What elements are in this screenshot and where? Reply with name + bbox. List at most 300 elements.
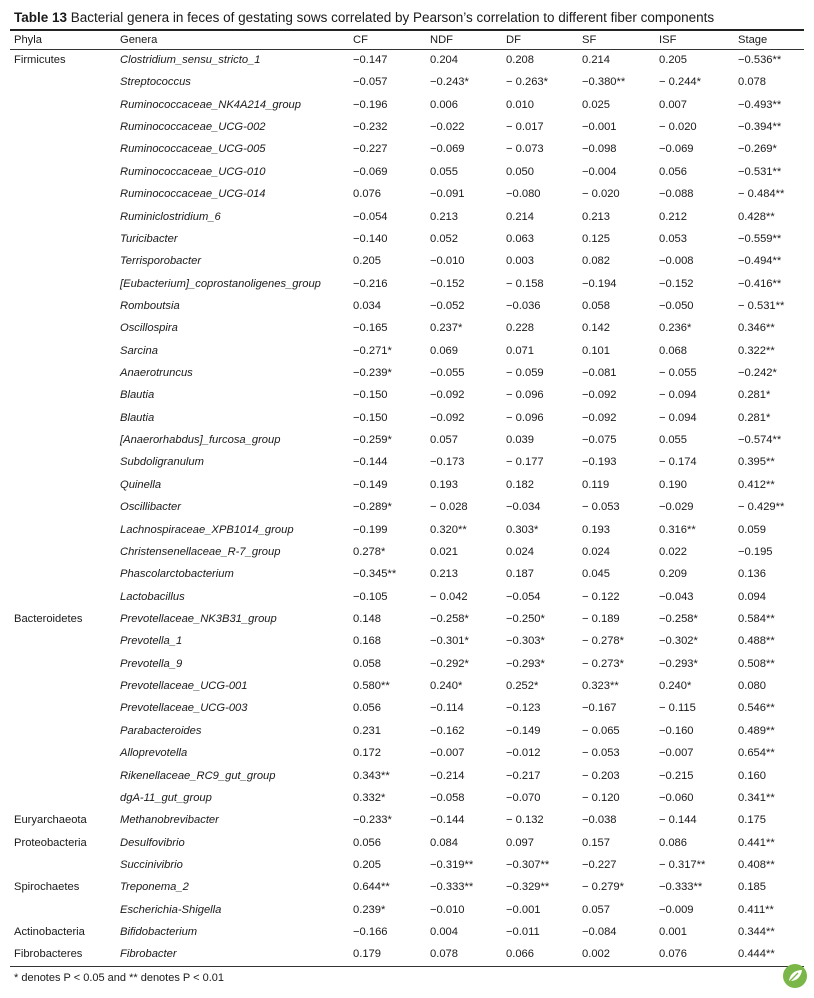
cell-sf: −0.098 — [582, 143, 617, 156]
table-row — [0, 384, 814, 406]
cell-ndf: −0.052 — [430, 299, 465, 312]
cell-stage: 0.444** — [738, 948, 775, 961]
table-row — [0, 474, 814, 496]
cell-stage: −0.536** — [738, 54, 782, 66]
cell-cf: −0.150 — [353, 411, 388, 424]
cell-sf: 0.125 — [582, 232, 610, 245]
cell-genera: Oscillibacter — [120, 501, 181, 514]
cell-stage: −0.531** — [738, 165, 782, 178]
cell-phyla: Firmicutes — [14, 54, 66, 66]
cell-phyla: Fibrobacteres — [14, 948, 83, 961]
cell-stage: 0.584** — [738, 613, 775, 625]
cell-ndf: 0.052 — [430, 232, 458, 245]
cell-stage: 0.412** — [738, 478, 775, 491]
cell-stage: 0.341** — [738, 791, 775, 804]
cell-isf: 0.209 — [659, 568, 687, 581]
cell-stage: 0.346** — [738, 322, 775, 335]
cell-genera: Blautia — [120, 389, 155, 402]
cell-stage: 0.395** — [738, 456, 775, 469]
cell-cf: −0.105 — [353, 590, 388, 603]
table-row — [0, 295, 814, 317]
table-row — [0, 519, 814, 541]
cell-df: 0.214 — [506, 210, 534, 223]
table-footnote: * denotes P < 0.05 and ** denotes P < 0.01 — [14, 972, 224, 984]
header-genera: Genera — [120, 34, 158, 46]
cell-genera: Oscillospira — [120, 322, 178, 335]
cell-genera: dgA-11_gut_group — [120, 791, 212, 804]
table-row — [0, 586, 814, 608]
table-row — [0, 608, 814, 630]
table-row — [0, 451, 814, 473]
cell-stage: 0.080 — [738, 680, 766, 693]
cell-sf: −0.092 — [582, 411, 617, 424]
leaf-logo-icon — [782, 963, 808, 989]
cell-sf: 0.058 — [582, 299, 610, 312]
cell-sf: 0.057 — [582, 903, 610, 916]
cell-genera: Fibrobacter — [120, 948, 177, 961]
cell-ndf: 0.021 — [430, 545, 458, 558]
cell-genera: Escherichia-Shigella — [120, 903, 222, 916]
cell-sf: 0.142 — [582, 322, 610, 335]
cell-genera: Christensenellaceae_R-7_group — [120, 545, 281, 558]
cell-df: −0.011 — [506, 926, 540, 939]
cell-ndf: 0.213 — [430, 568, 458, 581]
cell-isf: − 0.094 — [659, 411, 697, 424]
cell-isf: −0.293* — [659, 657, 698, 670]
cell-genera: Rikenellaceae_RC9_gut_group — [120, 769, 276, 782]
cell-sf: − 0.203 — [582, 769, 620, 782]
cell-genera: Ruminococcaceae_NK4A214_group — [120, 98, 301, 111]
cell-stage: 0.411** — [738, 903, 774, 916]
cell-stage: −0.394** — [738, 121, 782, 134]
cell-isf: 0.056 — [659, 165, 687, 178]
cell-ndf: −0.243* — [430, 76, 469, 89]
cell-ndf: −0.091 — [430, 188, 465, 201]
table-row — [0, 206, 814, 228]
cell-df: 0.182 — [506, 478, 534, 491]
cell-stage: 0.489** — [738, 724, 775, 737]
cell-sf: 0.323** — [582, 680, 619, 693]
cell-cf: 0.148 — [353, 613, 381, 625]
cell-sf: 0.193 — [582, 523, 610, 536]
cell-ndf: 0.237* — [430, 322, 463, 335]
cell-genera: Succinivibrio — [120, 858, 183, 871]
cell-phyla: Proteobacteria — [14, 836, 87, 849]
cell-isf: −0.008 — [659, 255, 694, 268]
cell-df: 0.071 — [506, 344, 534, 357]
cell-ndf: 0.006 — [430, 98, 458, 111]
cell-cf: −0.239* — [353, 367, 392, 380]
cell-sf: − 0.120 — [582, 791, 620, 804]
cell-isf: 0.240* — [659, 680, 692, 693]
cell-genera: Bifidobacterium — [120, 926, 198, 939]
cell-genera: [Anaerorhabdus]_furcosa_group — [120, 434, 281, 447]
table-row — [0, 563, 814, 585]
cell-cf: 0.179 — [353, 948, 381, 961]
table-row — [0, 94, 814, 116]
cell-ndf: −0.022 — [430, 121, 465, 134]
cell-isf: 0.053 — [659, 232, 687, 245]
table-body — [0, 49, 814, 966]
cell-sf: −0.167 — [582, 702, 617, 715]
cell-ndf: −0.214 — [430, 769, 465, 782]
table-row — [0, 899, 814, 921]
header-df: DF — [506, 34, 521, 46]
cell-sf: −0.001 — [582, 121, 617, 134]
cell-genera: Ruminococcaceae_UCG-010 — [120, 165, 266, 178]
cell-stage: 0.281* — [738, 411, 771, 424]
cell-genera: Ruminococcaceae_UCG-005 — [120, 143, 266, 156]
cell-cf: −0.149 — [353, 478, 388, 491]
cell-isf: 0.007 — [659, 98, 687, 111]
cell-df: −0.149 — [506, 724, 541, 737]
cell-stage: −0.195 — [738, 545, 773, 558]
cell-isf: 0.236* — [659, 322, 692, 335]
cell-stage: 0.322** — [738, 344, 775, 357]
cell-stage: −0.493** — [738, 98, 782, 111]
table-title: Bacterial genera in feces of gestating sows correlated by Pearson’s correlation to different fiber components — [67, 10, 715, 25]
table-header-row — [0, 29, 814, 49]
table-row — [0, 541, 814, 563]
cell-genera: Alloprevotella — [120, 747, 188, 760]
cell-ndf: 0.078 — [430, 948, 458, 961]
cell-ndf: −0.162 — [430, 724, 465, 737]
cell-cf: −0.057 — [353, 76, 388, 89]
cell-ndf: −0.333** — [430, 881, 474, 894]
cell-isf: −0.160 — [659, 724, 694, 737]
table-row — [0, 138, 814, 160]
table-bottom-rule — [10, 966, 804, 967]
table-row — [0, 832, 814, 854]
cell-ndf: 0.193 — [430, 478, 458, 491]
cell-df: −0.217 — [506, 769, 541, 782]
cell-cf: −0.166 — [353, 926, 388, 939]
cell-stage: −0.269* — [738, 143, 777, 156]
table-row — [0, 429, 814, 451]
table-row — [0, 228, 814, 250]
cell-cf: 0.231 — [353, 724, 381, 737]
cell-cf: 0.343** — [353, 769, 390, 782]
cell-stage: 0.344** — [738, 926, 775, 939]
cell-cf: −0.140 — [353, 232, 388, 245]
cell-genera: Prevotellaceae_NK3B31_group — [120, 613, 277, 625]
table-row — [0, 273, 814, 295]
cell-isf: −0.215 — [659, 769, 694, 782]
cell-stage: 0.094 — [738, 590, 766, 603]
table-caption — [14, 9, 804, 27]
cell-sf: 0.024 — [582, 545, 610, 558]
cell-df: −0.307** — [506, 858, 550, 871]
table-row — [0, 854, 814, 876]
cell-stage: 0.059 — [738, 523, 766, 536]
cell-isf: −0.333** — [659, 881, 703, 894]
cell-stage: − 0.429** — [738, 501, 785, 514]
table-row — [0, 765, 814, 787]
table-row — [0, 876, 814, 898]
cell-cf: −0.345** — [353, 568, 397, 581]
cell-stage: 0.160 — [738, 769, 766, 782]
header-phyla: Phyla — [14, 34, 42, 46]
cell-df: 0.024 — [506, 545, 534, 558]
cell-ndf: 0.240* — [430, 680, 463, 693]
table-row — [0, 496, 814, 518]
cell-df: −0.036 — [506, 299, 541, 312]
cell-genera: Ruminiclostridium_6 — [120, 210, 221, 223]
cell-isf: − 0.174 — [659, 456, 697, 469]
cell-genera: Methanobrevibacter — [120, 814, 219, 827]
table-row — [0, 742, 814, 764]
cell-ndf: −0.144 — [430, 814, 465, 827]
cell-ndf: −0.114 — [430, 702, 464, 715]
cell-sf: − 0.020 — [582, 188, 620, 201]
cell-df: 0.303* — [506, 523, 539, 536]
cell-df: 0.228 — [506, 322, 534, 335]
table-row — [0, 340, 814, 362]
cell-cf: −0.216 — [353, 277, 388, 290]
cell-cf: −0.147 — [353, 54, 388, 66]
cell-ndf: −0.319** — [430, 858, 474, 871]
cell-ndf: −0.058 — [430, 791, 465, 804]
cell-isf: −0.258* — [659, 613, 698, 625]
cell-df: −0.054 — [506, 590, 541, 603]
cell-stage: −0.416** — [738, 277, 782, 290]
cell-isf: −0.060 — [659, 791, 694, 804]
cell-isf: −0.050 — [659, 299, 694, 312]
cell-isf: 0.086 — [659, 836, 687, 849]
cell-stage: 0.428** — [738, 210, 775, 223]
cell-sf: −0.081 — [582, 367, 617, 380]
cell-df: − 0.059 — [506, 367, 544, 380]
cell-isf: − 0.317** — [659, 858, 706, 871]
cell-stage: 0.546** — [738, 702, 775, 715]
cell-df: −0.250* — [506, 613, 545, 625]
cell-phyla: Euryarchaeota — [14, 814, 87, 827]
cell-genera: Romboutsia — [120, 299, 180, 312]
cell-df: 0.039 — [506, 434, 534, 447]
cell-ndf: 0.320** — [430, 523, 467, 536]
cell-ndf: −0.292* — [430, 657, 469, 670]
cell-cf: 0.168 — [353, 635, 381, 648]
table-row — [0, 317, 814, 339]
cell-cf: −0.150 — [353, 389, 388, 402]
table-row — [0, 250, 814, 272]
cell-df: −0.123 — [506, 702, 541, 715]
cell-df: 0.003 — [506, 255, 534, 268]
cell-genera: Prevotella_1 — [120, 635, 183, 648]
cell-cf: 0.205 — [353, 858, 381, 871]
cell-df: − 0.096 — [506, 411, 544, 424]
cell-df: 0.010 — [506, 98, 534, 111]
cell-stage: − 0.531** — [738, 299, 785, 312]
cell-genera: Sarcina — [120, 344, 158, 357]
cell-cf: −0.233* — [353, 814, 392, 827]
cell-genera: Lactobacillus — [120, 590, 185, 603]
cell-isf: − 0.144 — [659, 814, 697, 827]
cell-ndf: − 0.042 — [430, 590, 468, 603]
table-row — [0, 809, 814, 831]
cell-stage: −0.494** — [738, 255, 782, 268]
cell-sf: −0.084 — [582, 926, 617, 939]
cell-stage: 0.185 — [738, 881, 766, 894]
cell-stage: −0.559** — [738, 232, 782, 245]
cell-ndf: 0.004 — [430, 926, 458, 939]
cell-df: 0.066 — [506, 948, 534, 961]
cell-isf: 0.068 — [659, 344, 687, 357]
cell-df: −0.012 — [506, 747, 541, 760]
cell-cf: −0.232 — [353, 121, 388, 134]
cell-cf: −0.165 — [353, 322, 388, 335]
table-row — [0, 116, 814, 138]
cell-sf: 0.213 — [582, 210, 610, 223]
cell-cf: −0.199 — [353, 523, 388, 536]
cell-sf: −0.227 — [582, 858, 617, 871]
cell-ndf: −0.010 — [430, 903, 465, 916]
cell-stage: 0.136 — [738, 568, 766, 581]
cell-sf: −0.380** — [582, 76, 626, 89]
cell-cf: −0.227 — [353, 143, 388, 156]
cell-genera: Ruminococcaceae_UCG-014 — [120, 188, 266, 201]
cell-ndf: −0.173 — [430, 456, 465, 469]
cell-df: − 0.096 — [506, 389, 544, 402]
table-row — [0, 630, 814, 652]
cell-isf: −0.009 — [659, 903, 694, 916]
cell-stage: − 0.484** — [738, 188, 785, 201]
cell-stage: 0.508** — [738, 657, 775, 670]
cell-cf: 0.580** — [353, 680, 390, 693]
cell-phyla: Spirochaetes — [14, 881, 80, 894]
cell-cf: 0.056 — [353, 702, 381, 715]
cell-genera: [Eubacterium]_coprostanoligenes_group — [120, 277, 321, 290]
cell-sf: 0.045 — [582, 568, 610, 581]
cell-cf: −0.259* — [353, 434, 392, 447]
cell-sf: − 0.053 — [582, 747, 620, 760]
header-ndf: NDF — [430, 34, 453, 46]
cell-ndf: −0.007 — [430, 747, 465, 760]
cell-ndf: −0.301* — [430, 635, 469, 648]
table-row — [0, 49, 814, 71]
cell-cf: 0.076 — [353, 188, 381, 201]
cell-cf: −0.289* — [353, 501, 392, 514]
cell-ndf: −0.092 — [430, 411, 465, 424]
cell-df: −0.329** — [506, 881, 550, 894]
cell-sf: −0.038 — [582, 814, 617, 827]
cell-df: −0.293* — [506, 657, 545, 670]
header-sf: SF — [582, 34, 597, 46]
cell-isf: 0.055 — [659, 434, 687, 447]
table-row — [0, 362, 814, 384]
cell-stage: 0.654** — [738, 747, 775, 760]
cell-phyla: Actinobacteria — [14, 926, 85, 939]
cell-sf: 0.119 — [582, 478, 610, 491]
cell-genera: Prevotella_9 — [120, 657, 183, 670]
cell-isf: 0.316** — [659, 523, 696, 536]
cell-ndf: 0.084 — [430, 836, 458, 849]
cell-isf: − 0.055 — [659, 367, 697, 380]
cell-ndf: −0.069 — [430, 143, 465, 156]
cell-cf: 0.205 — [353, 255, 381, 268]
cell-sf: − 0.053 — [582, 501, 620, 514]
cell-genera: Prevotellaceae_UCG-001 — [120, 680, 248, 693]
cell-df: 0.208 — [506, 54, 534, 66]
cell-stage: 0.408** — [738, 858, 775, 871]
cell-isf: − 0.020 — [659, 121, 697, 134]
cell-genera: Quinella — [120, 478, 162, 491]
cell-isf: 0.022 — [659, 545, 687, 558]
cell-isf: −0.043 — [659, 590, 694, 603]
cell-genera: Desulfovibrio — [120, 836, 185, 849]
cell-df: 0.187 — [506, 568, 534, 581]
cell-stage: 0.488** — [738, 635, 775, 648]
cell-genera: Clostridium_sensu_stricto_1 — [120, 54, 261, 66]
cell-ndf: − 0.028 — [430, 501, 468, 514]
table-row — [0, 675, 814, 697]
cell-isf: −0.029 — [659, 501, 694, 514]
header-isf: ISF — [659, 34, 677, 46]
cell-cf: −0.271* — [353, 344, 392, 357]
cell-df: −0.034 — [506, 501, 541, 514]
cell-ndf: −0.152 — [430, 277, 465, 290]
cell-sf: −0.194 — [582, 277, 617, 290]
cell-df: 0.252* — [506, 680, 539, 693]
cell-ndf: 0.057 — [430, 434, 458, 447]
cell-isf: −0.069 — [659, 143, 694, 156]
cell-isf: 0.001 — [659, 926, 687, 939]
cell-genera: Anaerotruncus — [120, 367, 193, 380]
cell-genera: Streptococcus — [120, 76, 191, 89]
table-row — [0, 787, 814, 809]
cell-isf: −0.088 — [659, 188, 694, 201]
cell-sf: −0.004 — [582, 165, 617, 178]
cell-genera: Lachnospiraceae_XPB1014_group — [120, 523, 294, 536]
table-row — [0, 921, 814, 943]
cell-cf: −0.054 — [353, 210, 388, 223]
table-row — [0, 183, 814, 205]
cell-stage: 0.281* — [738, 389, 771, 402]
cell-genera: Turicibacter — [120, 232, 178, 245]
table-row — [0, 407, 814, 429]
cell-cf: 0.278* — [353, 545, 386, 558]
table-row — [0, 943, 814, 965]
cell-df: −0.070 — [506, 791, 541, 804]
cell-df: −0.080 — [506, 188, 541, 201]
header-stage: Stage — [738, 34, 768, 46]
cell-sf: −0.193 — [582, 456, 617, 469]
cell-sf: − 0.065 — [582, 724, 620, 737]
cell-genera: Ruminococcaceae_UCG-002 — [120, 121, 266, 134]
cell-df: 0.097 — [506, 836, 534, 849]
cell-isf: − 0.094 — [659, 389, 697, 402]
cell-df: − 0.132 — [506, 814, 544, 827]
cell-genera: Treponema_2 — [120, 881, 189, 894]
cell-cf: 0.034 — [353, 299, 381, 312]
cell-sf: −0.075 — [582, 434, 617, 447]
cell-genera: Parabacteroides — [120, 724, 202, 737]
table-row — [0, 720, 814, 742]
header-cf: CF — [353, 34, 368, 46]
cell-isf: −0.302* — [659, 635, 698, 648]
cell-cf: 0.332* — [353, 791, 386, 804]
cell-sf: 0.025 — [582, 98, 610, 111]
cell-ndf: 0.069 — [430, 344, 458, 357]
cell-cf: −0.196 — [353, 98, 388, 111]
cell-genera: Blautia — [120, 411, 155, 424]
cell-genera: Phascolarctobacterium — [120, 568, 234, 581]
table-label: Table 13 — [14, 10, 68, 25]
cell-ndf: 0.055 — [430, 165, 458, 178]
cell-df: −0.303* — [506, 635, 545, 648]
cell-cf: 0.056 — [353, 836, 381, 849]
cell-cf: 0.239* — [353, 903, 386, 916]
